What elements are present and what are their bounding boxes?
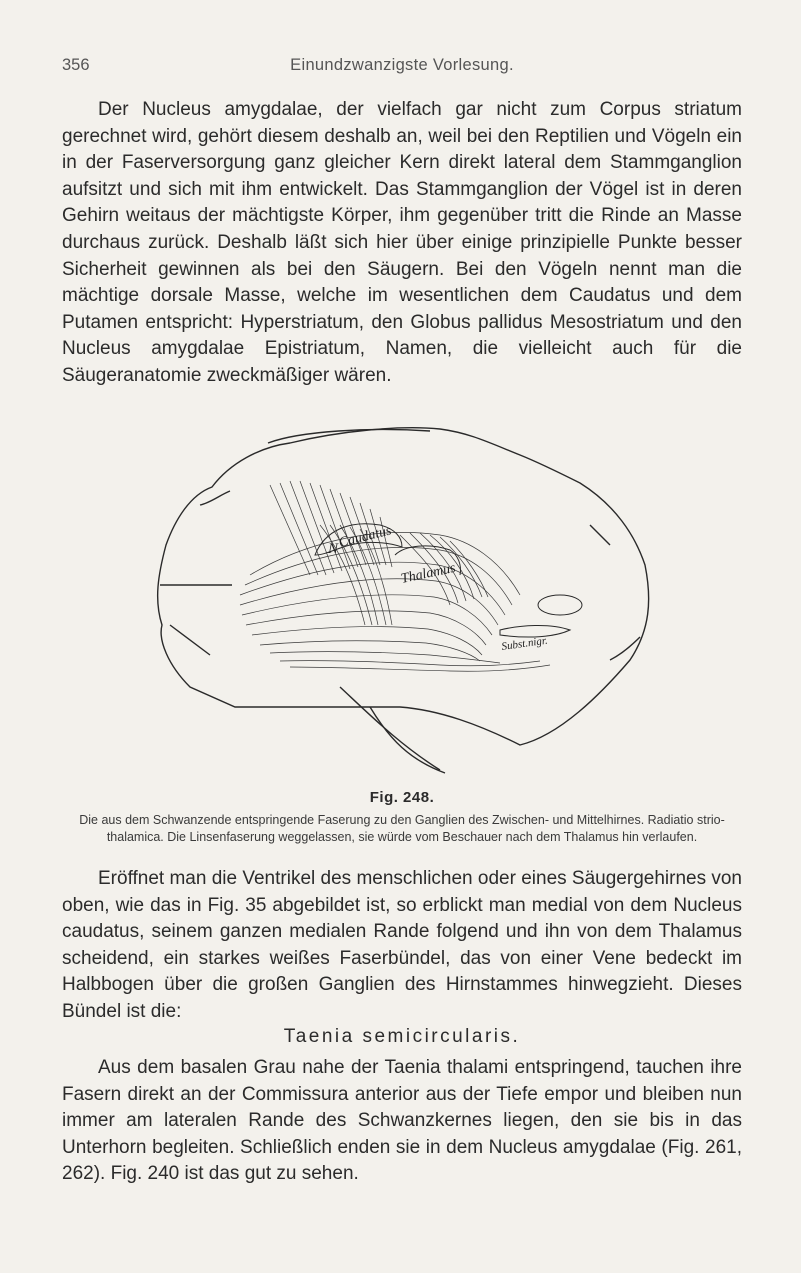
centered-term: Taenia semicircularis. xyxy=(283,1026,521,1047)
label-n: N xyxy=(328,541,339,557)
paragraph-1-text: Der Nucleus amygdalae, der vielfach gar nicht zum Corpus striatum gerechnet wird, gehört diesem deshalb an, weil bei den Reptilien und Vögeln ein in der Faserversorgung ganz gleicher Kern direkt lateral dem Stammganglion aufsitzt und sich mit ihm entwickelt. Das Stammganglion der Vögel ist in deren Gehirn weitaus der mächtigste Körper, ihm gegenüber tritt die Rinde an Masse durchaus zurück. Deshalb läßt sich hier über einige prinzipielle Punkte besser Sicherheit gewinnen als bei den Säugern. Bei den Vögeln nennt man die mächtige dorsale Masse, welche im wesentlichen dem Caudatus und dem Putamen entspricht: Hyperstriatum, den Globus pallidus Mesostriatum und den Nucleus amygdalae Epistriatum, Namen, die vielleicht auch für die Säugeranatomie zweckmäßiger wären. xyxy=(62,99,742,386)
figure-label: Fig. 248. xyxy=(369,789,435,806)
page-number: 356 xyxy=(62,56,90,74)
label-caudatus: Caudatus xyxy=(337,523,394,551)
paragraph-3 xyxy=(62,1055,742,1188)
paragraph-1 xyxy=(62,97,742,390)
paragraph-3-text: Aus dem basalen Grau nahe der Taenia thalami entspringend, tauchen ihre Fasern direkt an der Commissura anterior aus der Tiefe empor und bleiben nun immer am lateralen Rande des Schwanzkernes liegen, den sie bis in das Unterhorn begleiten. Schließlich enden sie in dem Nucleus amygdalae (Fig. 261, 262). Fig. 240 ist das gut zu sehen. xyxy=(62,1057,742,1185)
label-thalamus: Thalamus xyxy=(399,560,457,587)
paragraph-2-text: Eröffnet man die Ventrikel des menschlichen oder eines Säugergehirnes von oben, wie das in Fig. 35 abgebildet ist, so erblickt man medial von dem Nucleus caudatus, seinem ganzen medialen Rande folgend und ihn von dem Thalamus scheidend, ein starkes weißes Faserbündel, das von einer Vene bedeckt im Halbbogen über die großen Ganglien des Hirnstammes hinwegzieht. Dieses Bündel ist die: xyxy=(62,868,742,1022)
figure-248-illustration xyxy=(140,425,670,775)
brain-section-drawing xyxy=(140,425,670,775)
label-subst-nigr: Subst.nigr. xyxy=(500,634,549,653)
figure-caption: Die aus dem Schwanzende entspringende Faserung zu den Ganglien des Zwischen- und Mittelhirnes. Radiatio strio-thalamica. Die Linsenfaserung weggelassen, sie würde vom Beschauer nach dem Thalamus hin verlaufen. xyxy=(79,813,725,844)
paragraph-2 xyxy=(62,866,742,1026)
page-header xyxy=(62,56,742,78)
running-title: Einundzwanzigste Vorlesung. xyxy=(290,56,514,74)
